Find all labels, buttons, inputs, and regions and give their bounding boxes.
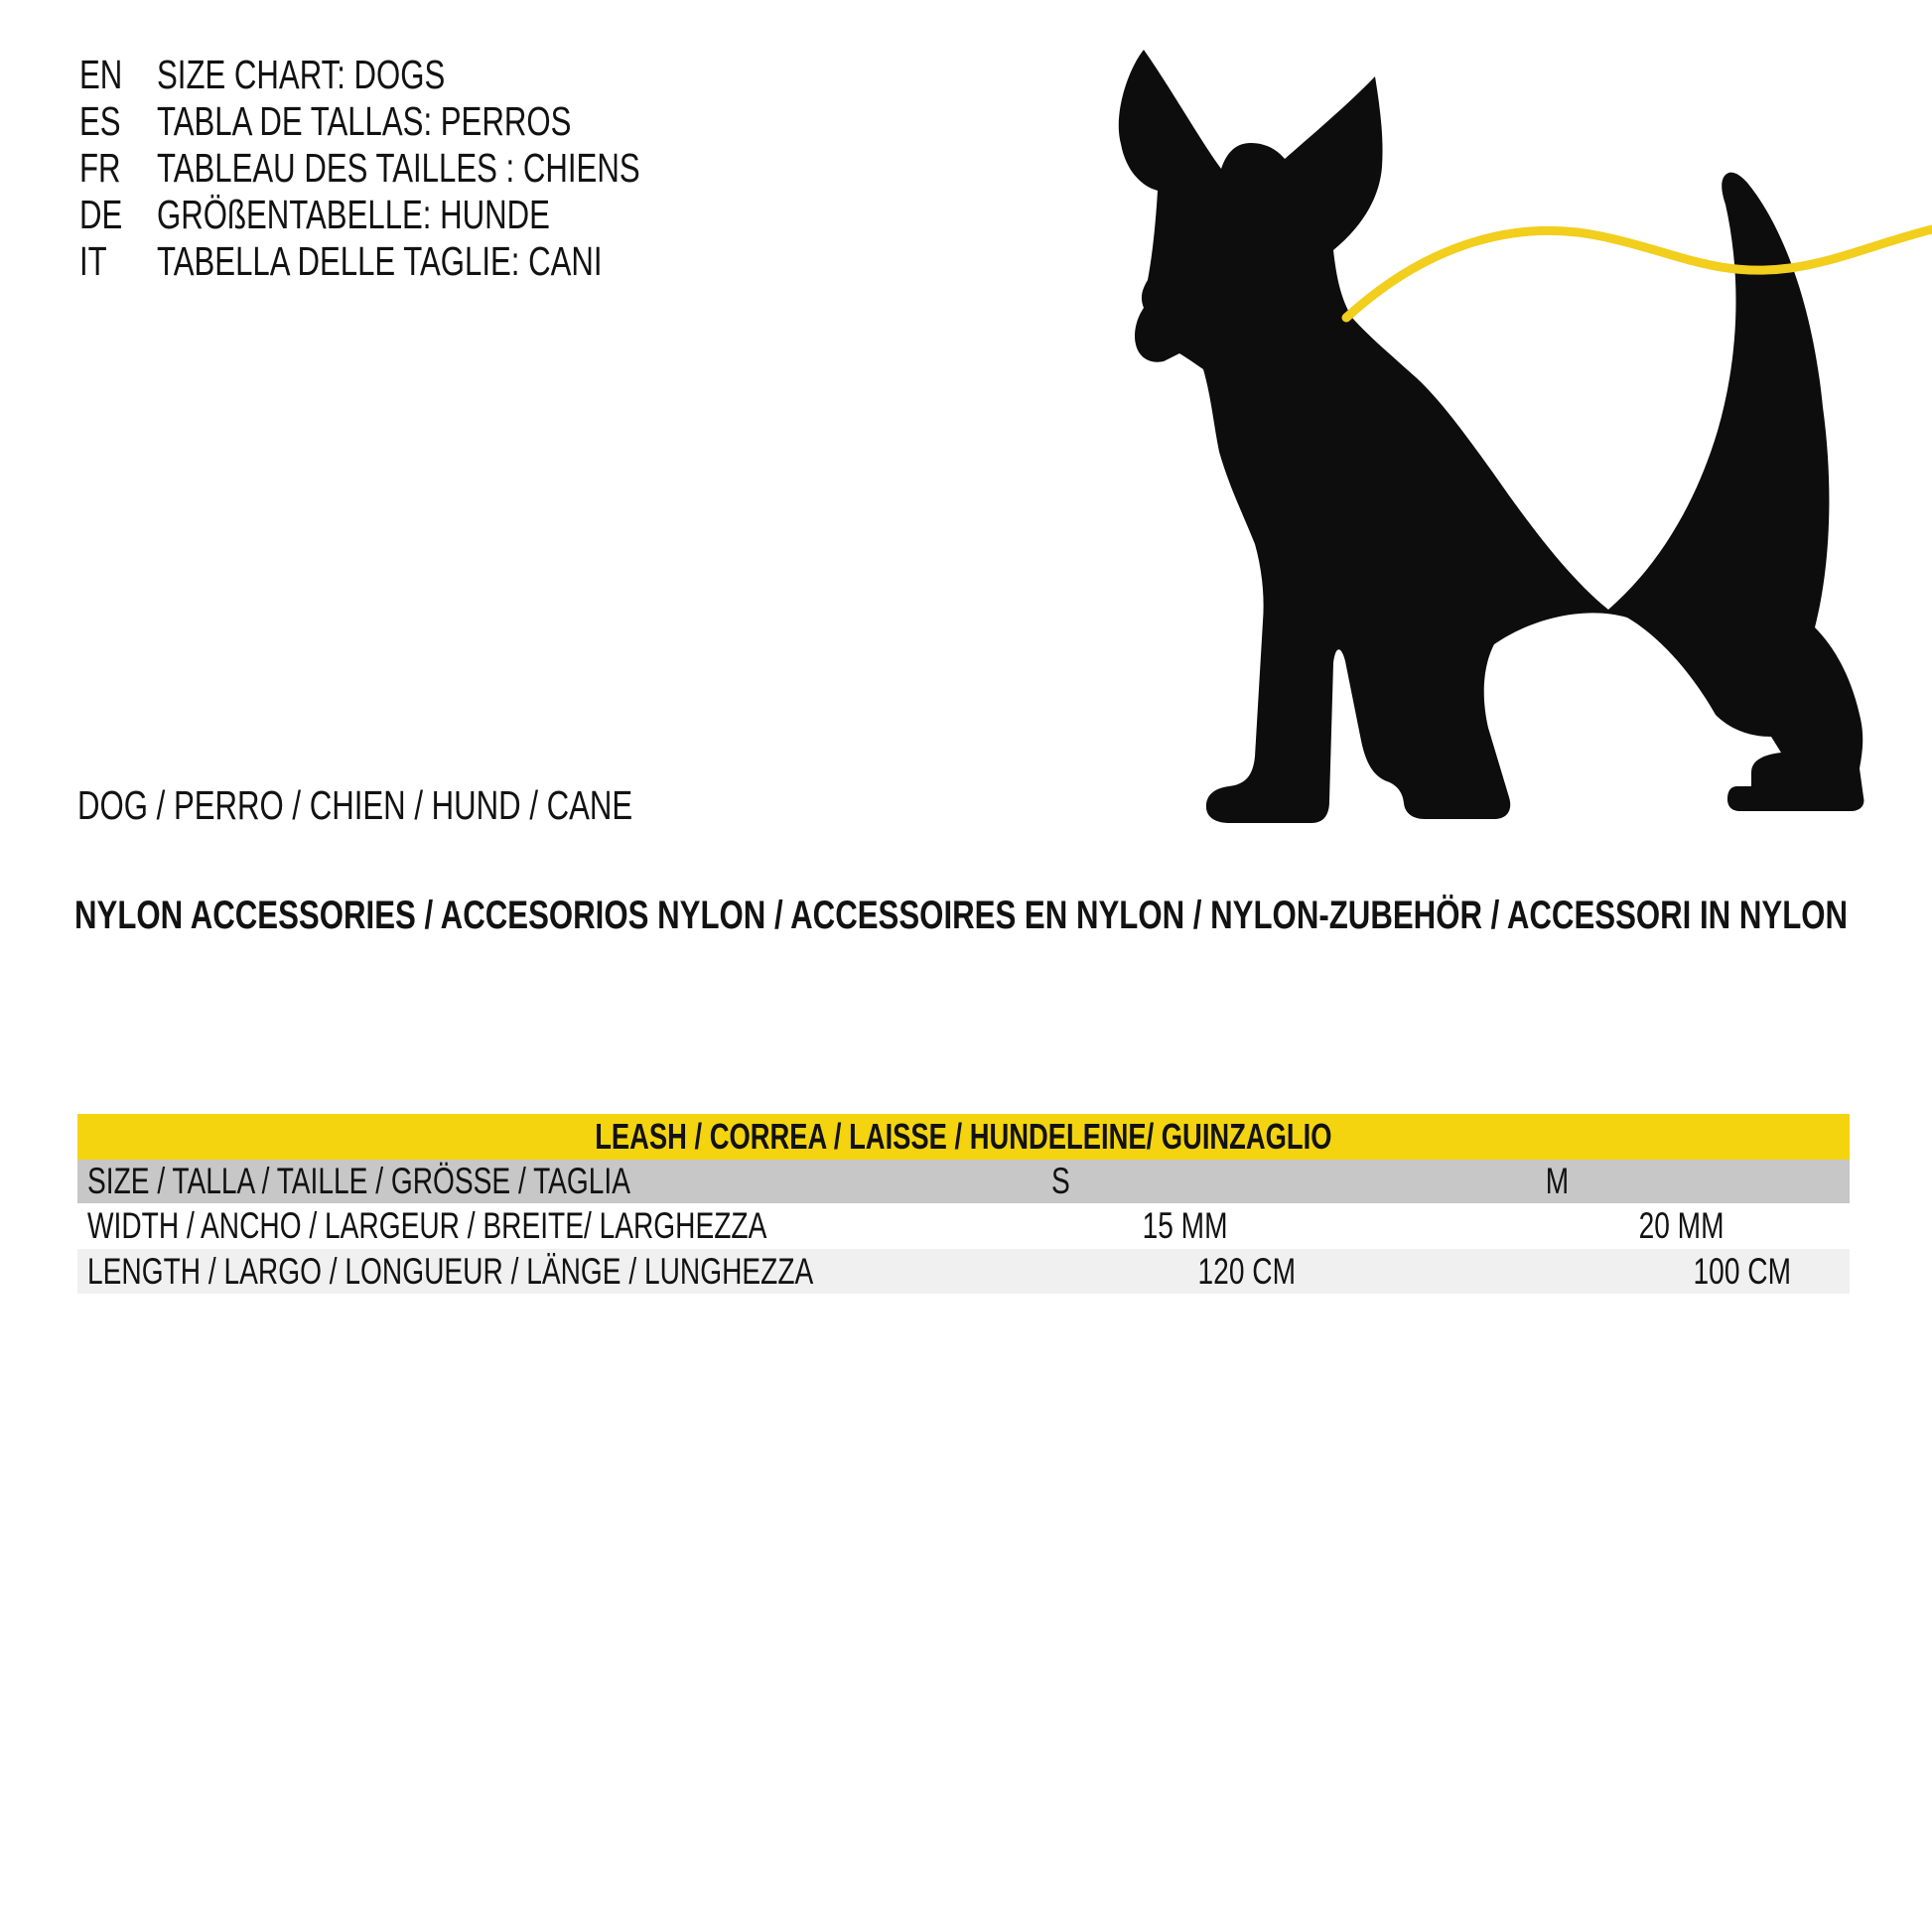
lang-title-de: GRÖßENTABELLE: HUNDE: [157, 192, 550, 237]
chihuahua-dog-silhouette-icon: [892, 20, 1932, 832]
length-value-s: 120 CM: [1197, 1250, 1296, 1292]
lang-title-it: TABELLA DELLE TAGLIE: CANI: [157, 238, 603, 284]
lang-code-es: ES: [79, 98, 121, 144]
lang-row-it: [79, 238, 792, 285]
lang-code-en: EN: [79, 52, 123, 97]
dog-caption: DOG / PERRO / CHIEN / HUND / CANE: [77, 782, 633, 828]
row-label-length: LENGTH / LARGO / LONGUEUR / LÄNGE / LUNGHEZZA: [87, 1250, 814, 1292]
lang-code-fr: FR: [79, 145, 121, 191]
lang-row-es: [79, 98, 792, 145]
lang-code-de: DE: [79, 192, 123, 237]
leash-size-table: [77, 1114, 1850, 1294]
dog-body-path: [1119, 50, 1864, 823]
table-row-length: [77, 1249, 1850, 1294]
table-row-width: [77, 1203, 1850, 1249]
table-row-size: [77, 1160, 1850, 1203]
size-value-s: S: [1051, 1161, 1071, 1201]
lang-title-en: SIZE CHART: DOGS: [157, 52, 446, 97]
row-label-size: SIZE / TALLA / TAILLE / GRÖSSE / TAGLIA: [87, 1161, 630, 1201]
row-label-width: WIDTH / ANCHO / LARGEUR / BREITE/ LARGHEZZA: [87, 1205, 767, 1246]
lang-title-fr: TABLEAU DES TAILLES : CHIENS: [157, 145, 640, 191]
length-value-m: 100 CM: [1694, 1250, 1792, 1292]
leash-curve-line-icon: [1346, 228, 1932, 318]
width-value-m: 20 MM: [1638, 1205, 1725, 1246]
lang-row-de: [79, 192, 792, 238]
width-value-s: 15 MM: [1142, 1205, 1228, 1246]
materials-line: NYLON ACCESSORIES / ACCESORIOS NYLON / ACCESSOIRES EN NYLON / NYLON-ZUBEHÖR / ACCESSORI IN NYLON: [74, 894, 1849, 937]
dog-figure: [892, 20, 1932, 832]
lang-code-it: IT: [79, 238, 107, 284]
lang-row-en: [79, 52, 792, 98]
lang-title-es: TABLA DE TALLAS: PERROS: [157, 98, 572, 144]
size-value-m: M: [1545, 1161, 1570, 1201]
table-header-leash: LEASH / CORREA / LAISSE / HUNDELEINE/ GUINZAGLIO: [77, 1114, 1850, 1160]
language-title-list: [79, 52, 792, 285]
lang-row-fr: [79, 145, 792, 192]
